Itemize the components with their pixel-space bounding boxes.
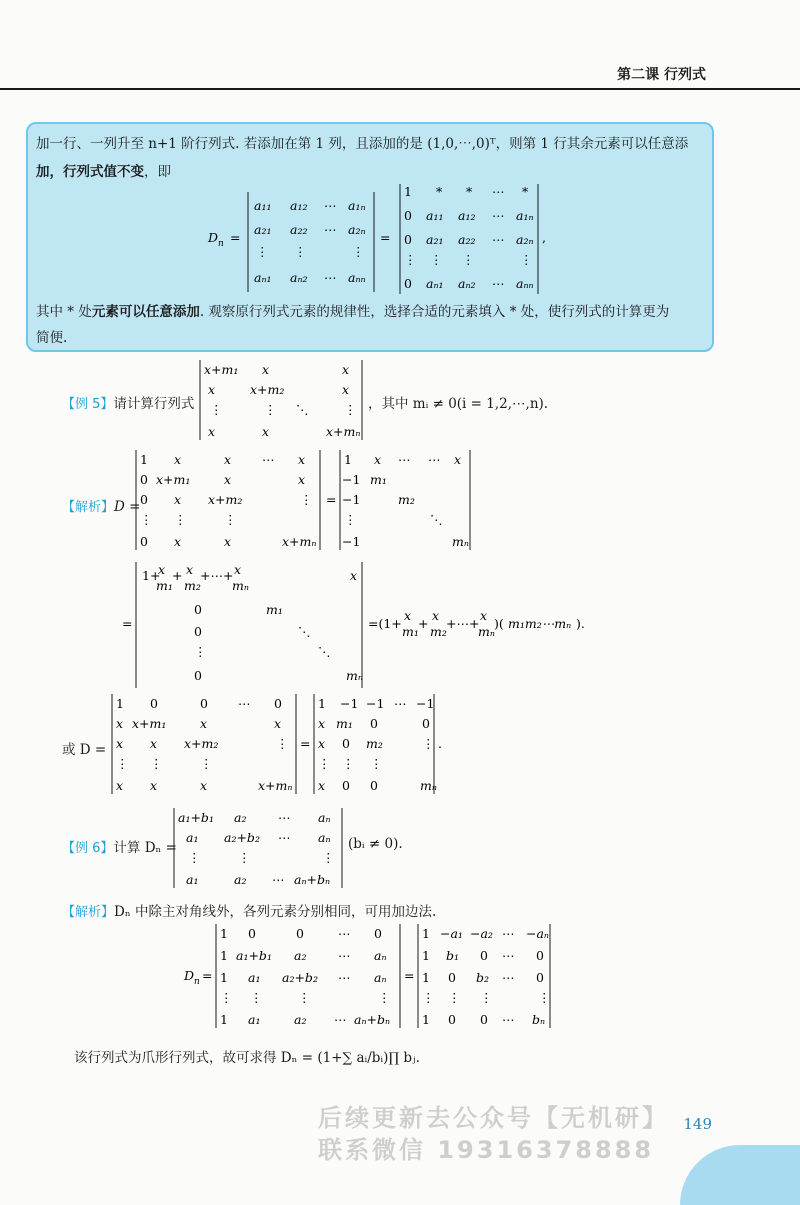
svg-text:mₙ: mₙ <box>420 778 437 793</box>
svg-text:x+m₂: x+m₂ <box>250 382 285 397</box>
solution6-conclusion: 该行列式为爪形行列式，故可求得 Dₙ = (1+∑ aᵢ/bᵢ)∏ bⱼ. <box>74 1050 420 1066</box>
svg-text:aₙ₂: aₙ₂ <box>290 270 308 285</box>
tip-rest: ，即 <box>144 164 171 180</box>
svg-text:−1: −1 <box>342 492 361 507</box>
tip-formula <box>208 184 548 294</box>
example5-prompt: 请计算行列式 <box>113 396 195 412</box>
svg-text:=: = <box>404 968 415 983</box>
tip-line-2 <box>36 160 706 180</box>
svg-text:⋯: ⋯ <box>338 948 351 963</box>
svg-text:a₂: a₂ <box>234 810 247 825</box>
svg-text:b₂: b₂ <box>476 970 490 985</box>
svg-text:⋮: ⋮ <box>352 244 365 259</box>
tip-line-3b: . 观察原行列式元素的规律性，选择合适的元素填入 * 处，使行列式的计算更为 <box>199 304 670 320</box>
svg-text:aₙ+bₙ: aₙ+bₙ <box>354 1012 391 1027</box>
svg-text:m₁: m₁ <box>402 624 419 639</box>
svg-text:.: . <box>438 736 442 751</box>
chapter-title: 第二课 行列式 <box>617 67 706 83</box>
svg-text:m₁: m₁ <box>156 578 173 593</box>
svg-text:*: * <box>466 184 473 199</box>
svg-text:x+m₂: x+m₂ <box>208 492 243 507</box>
svg-text:a₁+b₁: a₁+b₁ <box>236 948 272 963</box>
svg-text:⋯: ⋯ <box>492 232 505 247</box>
svg-text:x: x <box>174 492 182 507</box>
svg-text:x+m₁: x+m₁ <box>156 472 191 487</box>
svg-text:a₂: a₂ <box>234 872 247 887</box>
svg-text:a₁₂: a₁₂ <box>290 198 308 213</box>
svg-text:x: x <box>116 778 124 793</box>
svg-text:0: 0 <box>374 926 382 941</box>
svg-text:⋮: ⋮ <box>422 990 435 1005</box>
svg-text:0: 0 <box>448 1012 456 1027</box>
svg-text:−1: −1 <box>340 696 359 711</box>
svg-text:⋮: ⋮ <box>370 756 383 771</box>
svg-text:⋯: ⋯ <box>278 810 291 825</box>
svg-text:mₙ: mₙ <box>232 578 249 593</box>
svg-text:−aₙ: −aₙ <box>526 926 549 941</box>
solution5-label: 【解析】D = <box>62 499 141 515</box>
svg-text:aₙ: aₙ <box>374 970 387 985</box>
svg-text:⋮: ⋮ <box>188 850 201 865</box>
svg-text:,: , <box>542 230 546 245</box>
svg-text:x: x <box>262 424 270 439</box>
svg-text:⋮: ⋮ <box>264 402 277 417</box>
svg-text:⋮: ⋮ <box>174 512 187 527</box>
svg-text:x: x <box>208 424 216 439</box>
tip-line-1: 加一行、一列升至 n+1 阶行列式. 若添加在第 1 列，且添加的是 (1,0,⋯,0)ᵀ，则第 1 行其余元素可以任意添 <box>36 136 689 152</box>
page-number: 149 <box>683 1115 712 1133</box>
svg-text:⋮: ⋮ <box>300 492 313 507</box>
svg-text:aₙ₁: aₙ₁ <box>254 270 272 285</box>
svg-text:0: 0 <box>480 948 488 963</box>
svg-text:⋮: ⋮ <box>250 990 263 1005</box>
watermark-line-2: 联系微信 19316378888 <box>318 1136 655 1164</box>
svg-text:⋯: ⋯ <box>502 926 515 941</box>
svg-text:+: + <box>172 568 183 583</box>
svg-text:aₙ: aₙ <box>374 948 387 963</box>
svg-text:⋯: ⋯ <box>338 926 351 941</box>
solution6-tag: 【解析】 <box>62 905 115 920</box>
svg-text:a₁: a₁ <box>248 970 261 985</box>
svg-text:x+mₙ: x+mₙ <box>258 778 293 793</box>
svg-text:x: x <box>350 568 358 583</box>
svg-text:1: 1 <box>404 184 412 199</box>
svg-text:⋯: ⋯ <box>428 452 441 467</box>
svg-text:x: x <box>224 452 232 467</box>
example6-prompt: 计算 Dₙ = <box>113 840 177 856</box>
svg-text:aₙ: aₙ <box>318 830 331 845</box>
svg-text:x: x <box>186 562 194 577</box>
solution5-matrix-1 <box>134 448 479 552</box>
svg-text:0: 0 <box>274 696 282 711</box>
svg-text:⋮: ⋮ <box>116 756 129 771</box>
svg-text:0: 0 <box>448 970 456 985</box>
solution6-text: Dₙ 中除主对角线外，各列元素分别相同，可用加边法. <box>114 904 437 920</box>
svg-text:n: n <box>218 239 224 249</box>
svg-text:⋯: ⋯ <box>262 452 275 467</box>
svg-text:1: 1 <box>140 452 148 467</box>
svg-text:1: 1 <box>116 696 124 711</box>
svg-text:0: 0 <box>422 716 430 731</box>
svg-text:x: x <box>342 362 350 377</box>
svg-text:0: 0 <box>370 716 378 731</box>
svg-text:⋮: ⋮ <box>210 402 223 417</box>
svg-text:bₙ: bₙ <box>532 1012 546 1027</box>
svg-text:+⋯+: +⋯+ <box>446 616 480 631</box>
svg-text:a₁₁: a₁₁ <box>254 198 272 213</box>
svg-text:⋯: ⋯ <box>502 1012 515 1027</box>
svg-text:⋮: ⋮ <box>378 990 391 1005</box>
svg-text:a₁: a₁ <box>186 872 199 887</box>
svg-text:*: * <box>436 184 443 199</box>
svg-text:⋮: ⋮ <box>256 244 269 259</box>
svg-text:⋯: ⋯ <box>278 830 291 845</box>
svg-text:1: 1 <box>422 926 430 941</box>
svg-text:aₙ₁: aₙ₁ <box>426 276 444 291</box>
svg-text:x: x <box>374 452 382 467</box>
svg-text:⋮: ⋮ <box>294 244 307 259</box>
svg-text:m₁: m₁ <box>336 716 353 731</box>
svg-text:).: ). <box>576 616 585 631</box>
svg-text:⋯: ⋯ <box>492 276 505 291</box>
svg-text:+: + <box>418 616 429 631</box>
svg-text:aₙ: aₙ <box>318 810 331 825</box>
svg-text:a₁ₙ: a₁ₙ <box>348 198 366 213</box>
svg-text:⋯: ⋯ <box>334 1012 347 1027</box>
svg-text:x: x <box>116 736 124 751</box>
svg-text:0: 0 <box>248 926 256 941</box>
svg-text:m₂: m₂ <box>430 624 447 639</box>
page-header <box>0 62 800 90</box>
svg-text:a₂: a₂ <box>294 948 307 963</box>
svg-text:⋮: ⋮ <box>448 990 461 1005</box>
svg-text:m₂: m₂ <box>366 736 383 751</box>
svg-text:0: 0 <box>404 276 412 291</box>
svg-text:x: x <box>224 472 232 487</box>
svg-text:⋯: ⋯ <box>492 208 505 223</box>
svg-text:⋮: ⋮ <box>200 756 213 771</box>
svg-text:x: x <box>174 452 182 467</box>
svg-text:⋯: ⋯ <box>272 872 285 887</box>
svg-text:⋮: ⋮ <box>430 252 443 267</box>
example5-condition: ，其中 mᵢ ≠ 0(i = 1,2,⋯,n). <box>368 396 549 412</box>
svg-text:1: 1 <box>220 970 228 985</box>
svg-text:⋮: ⋮ <box>462 252 475 267</box>
svg-text:aₙ₂: aₙ₂ <box>458 276 476 291</box>
svg-text:a₁₁: a₁₁ <box>426 208 444 223</box>
svg-text:b₁: b₁ <box>446 948 460 963</box>
svg-text:x+m₁: x+m₁ <box>204 362 239 377</box>
svg-text:D: D <box>184 968 195 983</box>
svg-text:x: x <box>298 472 306 487</box>
svg-text:x: x <box>208 382 216 397</box>
svg-text:1: 1 <box>318 696 326 711</box>
svg-text:⋯: ⋯ <box>238 696 251 711</box>
svg-text:x+mₙ: x+mₙ <box>326 424 361 439</box>
corner-decoration <box>680 1145 800 1205</box>
svg-text:⋯: ⋯ <box>398 452 411 467</box>
svg-text:x: x <box>174 534 182 549</box>
svg-text:0: 0 <box>140 472 148 487</box>
svg-text:0: 0 <box>370 778 378 793</box>
svg-text:0: 0 <box>404 208 412 223</box>
svg-text:0: 0 <box>150 696 158 711</box>
svg-text:=: = <box>326 492 337 507</box>
example6-label <box>62 836 177 856</box>
svg-text:a₂+b₂: a₂+b₂ <box>224 830 260 845</box>
svg-text:1+: 1+ <box>142 568 161 583</box>
svg-text:⋮: ⋮ <box>404 252 417 267</box>
svg-text:⋯: ⋯ <box>502 948 515 963</box>
svg-text:*: * <box>522 184 529 199</box>
svg-text:⋱: ⋱ <box>298 624 311 639</box>
svg-text:x: x <box>158 562 166 577</box>
svg-text:x: x <box>224 534 232 549</box>
svg-text:−a₁: −a₁ <box>440 926 463 941</box>
svg-text:x: x <box>404 608 412 623</box>
svg-text:a₁+b₁: a₁+b₁ <box>178 810 214 825</box>
svg-text:⋮: ⋮ <box>150 756 163 771</box>
solution5-matrix-3 <box>110 692 455 796</box>
svg-text:0: 0 <box>342 736 350 751</box>
svg-text:0: 0 <box>296 926 304 941</box>
svg-text:0: 0 <box>194 668 202 683</box>
svg-text:a₁ₙ: a₁ₙ <box>516 208 534 223</box>
svg-text:aₙₙ: aₙₙ <box>348 270 366 285</box>
svg-text:=: = <box>122 616 133 631</box>
svg-text:⋮: ⋮ <box>220 990 233 1005</box>
svg-text:1: 1 <box>344 452 352 467</box>
svg-text:⋯: ⋯ <box>324 270 337 285</box>
svg-text:a₂₂: a₂₂ <box>290 222 308 237</box>
svg-text:x+mₙ: x+mₙ <box>282 534 317 549</box>
svg-text:⋮: ⋮ <box>422 736 435 751</box>
svg-text:m₂: m₂ <box>184 578 201 593</box>
svg-text:mₙ: mₙ <box>346 668 363 683</box>
svg-text:⋮: ⋮ <box>318 756 331 771</box>
solution5-alt: 或 D = <box>62 742 107 758</box>
svg-text:⋮: ⋮ <box>480 990 493 1005</box>
example6-condition: (bᵢ ≠ 0). <box>348 836 403 852</box>
svg-text:aₙₙ: aₙₙ <box>516 276 534 291</box>
svg-text:1: 1 <box>220 926 228 941</box>
svg-text:m₁m₂⋯mₙ: m₁m₂⋯mₙ <box>508 616 572 631</box>
solution6-matrix <box>184 922 564 1030</box>
svg-text:−a₂: −a₂ <box>470 926 493 941</box>
svg-text:=: = <box>380 230 391 245</box>
svg-text:⋯: ⋯ <box>324 222 337 237</box>
svg-text:x: x <box>200 778 208 793</box>
svg-text:1: 1 <box>220 948 228 963</box>
svg-text:1: 1 <box>220 1012 228 1027</box>
svg-text:⋱: ⋱ <box>430 512 443 527</box>
svg-text:1: 1 <box>422 1012 430 1027</box>
svg-text:0: 0 <box>200 696 208 711</box>
svg-text:⋮: ⋮ <box>342 756 355 771</box>
svg-text:m₂: m₂ <box>398 492 415 507</box>
svg-text:x: x <box>200 716 208 731</box>
svg-text:a₂: a₂ <box>294 1012 307 1027</box>
tip-bold-phrase: 加，行列式值不变 <box>36 164 144 180</box>
tip-line-4: 简便. <box>36 330 68 346</box>
svg-text:aₙ+bₙ: aₙ+bₙ <box>294 872 331 887</box>
svg-text:=(1+: =(1+ <box>368 616 402 631</box>
svg-text:m₁: m₁ <box>266 602 283 617</box>
svg-text:x: x <box>432 608 440 623</box>
solution6-label <box>62 900 436 920</box>
svg-text:a₁: a₁ <box>186 830 199 845</box>
svg-text:x: x <box>318 716 326 731</box>
svg-text:⋮: ⋮ <box>276 736 289 751</box>
solution5-tag: 【解析】 <box>62 500 115 515</box>
example5-label <box>62 392 194 412</box>
svg-text:⋮: ⋮ <box>238 850 251 865</box>
svg-text:⋮: ⋮ <box>538 990 551 1005</box>
svg-text:⋮: ⋮ <box>140 512 153 527</box>
svg-text:⋮: ⋮ <box>344 512 357 527</box>
tip-bold-phrase-2: 元素可以任意添加 <box>91 304 200 320</box>
svg-text:−1: −1 <box>366 696 385 711</box>
svg-text:0: 0 <box>536 948 544 963</box>
svg-text:=: = <box>230 230 241 245</box>
svg-text:⋮: ⋮ <box>194 644 207 659</box>
svg-text:a₂₂: a₂₂ <box>458 232 476 247</box>
example5-matrix <box>198 358 368 442</box>
solution5-matrix-2 <box>122 560 612 690</box>
svg-text:x: x <box>274 716 282 731</box>
svg-text:−1: −1 <box>342 534 361 549</box>
tip-line-3 <box>36 300 706 320</box>
svg-text:⋱: ⋱ <box>296 402 309 417</box>
svg-text:x: x <box>116 716 124 731</box>
svg-text:x+m₁: x+m₁ <box>132 716 167 731</box>
svg-text:x: x <box>480 608 488 623</box>
svg-text:x: x <box>234 562 242 577</box>
svg-text:⋮: ⋮ <box>322 850 335 865</box>
example5-tag: 【例 5】 <box>62 397 114 412</box>
svg-text:x: x <box>150 778 158 793</box>
svg-text:a₂₁: a₂₁ <box>254 222 272 237</box>
svg-text:0: 0 <box>342 778 350 793</box>
svg-text:mₙ: mₙ <box>452 534 469 549</box>
svg-text:a₂ₙ: a₂ₙ <box>348 222 366 237</box>
watermark-line-1: 后续更新去公众号【无机研】 <box>318 1104 669 1132</box>
svg-text:0: 0 <box>404 232 412 247</box>
svg-text:a₂+b₂: a₂+b₂ <box>282 970 318 985</box>
svg-text:0: 0 <box>140 534 148 549</box>
svg-text:0: 0 <box>194 624 202 639</box>
svg-text:⋯: ⋯ <box>492 184 505 199</box>
svg-text:=: = <box>300 736 311 751</box>
svg-text:⋯: ⋯ <box>324 198 337 213</box>
svg-text:)(: )( <box>494 616 504 631</box>
svg-text:⋱: ⋱ <box>318 644 331 659</box>
svg-text:0: 0 <box>536 970 544 985</box>
example6-matrix <box>172 806 348 890</box>
svg-text:⋯: ⋯ <box>502 970 515 985</box>
svg-text:⋯: ⋯ <box>338 970 351 985</box>
svg-text:⋮: ⋮ <box>224 512 237 527</box>
svg-text:⋯: ⋯ <box>394 696 407 711</box>
svg-text:x: x <box>342 382 350 397</box>
svg-text:x: x <box>454 452 462 467</box>
svg-text:a₂₁: a₂₁ <box>426 232 444 247</box>
svg-text:a₁₂: a₁₂ <box>458 208 476 223</box>
tip-box <box>26 122 714 352</box>
svg-text:1: 1 <box>422 970 430 985</box>
svg-text:a₂ₙ: a₂ₙ <box>516 232 534 247</box>
svg-text:D: D <box>208 230 219 245</box>
svg-text:0: 0 <box>140 492 148 507</box>
example6-tag: 【例 6】 <box>62 841 114 856</box>
svg-text:0: 0 <box>480 1012 488 1027</box>
svg-text:−1: −1 <box>342 472 361 487</box>
svg-text:x+m₂: x+m₂ <box>184 736 219 751</box>
svg-text:−1: −1 <box>416 696 435 711</box>
svg-text:x: x <box>298 452 306 467</box>
svg-text:+⋯+: +⋯+ <box>200 568 234 583</box>
svg-text:m₁: m₁ <box>370 472 387 487</box>
svg-text:0: 0 <box>194 602 202 617</box>
svg-text:x: x <box>318 778 326 793</box>
svg-text:a₁: a₁ <box>248 1012 261 1027</box>
svg-text:x: x <box>318 736 326 751</box>
svg-text:=: = <box>202 968 213 983</box>
svg-text:⋮: ⋮ <box>520 252 533 267</box>
tip-line-3a: 其中 * 处 <box>36 304 92 320</box>
svg-text:mₙ: mₙ <box>478 624 495 639</box>
svg-text:⋮: ⋮ <box>298 990 311 1005</box>
svg-text:⋮: ⋮ <box>344 402 357 417</box>
svg-text:n: n <box>194 977 200 987</box>
svg-text:1: 1 <box>422 948 430 963</box>
svg-text:x: x <box>150 736 158 751</box>
svg-text:x: x <box>262 362 270 377</box>
